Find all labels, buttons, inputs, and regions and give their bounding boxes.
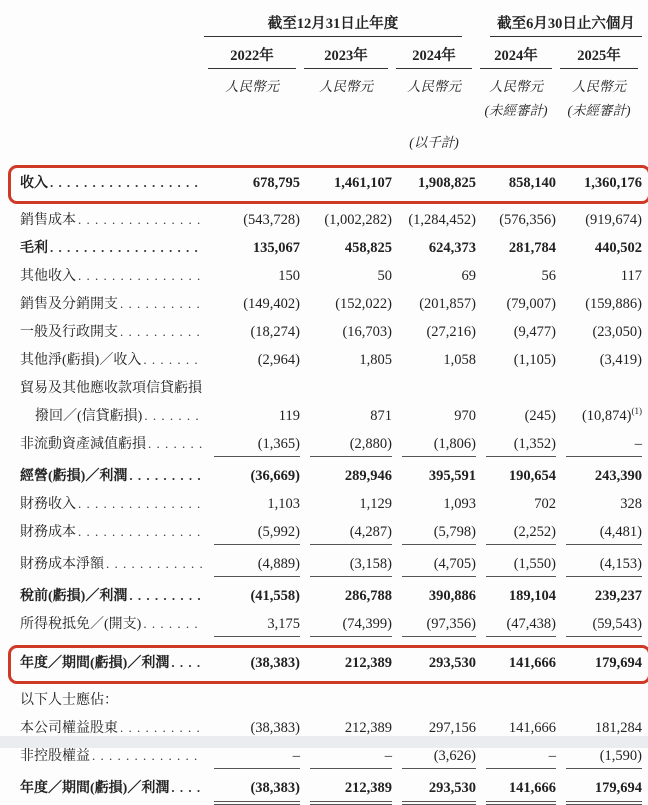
table-row bbox=[20, 433, 642, 461]
cell-value: – bbox=[310, 748, 392, 769]
currency-header-row bbox=[20, 75, 642, 95]
row-label bbox=[20, 405, 204, 425]
cell-value: (16,703) bbox=[342, 324, 392, 340]
row-label-text: 非控股權益 bbox=[20, 749, 90, 764]
row-label-text: 年度／期間(虧損)／利潤 bbox=[20, 781, 170, 796]
dot-leader bbox=[120, 324, 202, 341]
unaudited-note-row bbox=[20, 99, 642, 119]
table-row bbox=[20, 493, 642, 521]
row-label-text: 銷售成本 bbox=[20, 213, 76, 228]
row-label-text: 其他淨(虧損)／收入 bbox=[20, 353, 142, 368]
cell-value: (152,022) bbox=[335, 296, 392, 312]
cell-value: (2,964) bbox=[257, 352, 300, 368]
row-label bbox=[20, 172, 204, 192]
cell-value: 289,946 bbox=[344, 468, 392, 484]
table-row bbox=[20, 777, 642, 805]
cell-value: 458,825 bbox=[344, 240, 392, 256]
cell-value: (245) bbox=[524, 408, 556, 424]
thousands-note: (以千計) bbox=[409, 135, 459, 150]
cell-value: 1,360,176 bbox=[584, 175, 642, 191]
cell-value: 440,502 bbox=[594, 240, 642, 256]
row-label bbox=[20, 349, 204, 369]
row-label-text: 銷售及分銷開支 bbox=[20, 297, 118, 312]
table-row bbox=[20, 553, 642, 581]
cell-value: (38,383) bbox=[250, 720, 300, 736]
table-row bbox=[20, 613, 642, 641]
cell-value: (41,558) bbox=[250, 588, 300, 604]
row-label bbox=[20, 745, 204, 765]
income-statement-table bbox=[20, 12, 642, 805]
table-row bbox=[20, 321, 642, 349]
cell-value: (919,674) bbox=[585, 212, 642, 228]
column-group-interim: 截至6月30日止六個月 bbox=[490, 12, 642, 37]
cell-value: (3,158) bbox=[310, 556, 392, 577]
cell-value: 1,908,825 bbox=[418, 175, 476, 191]
table-body bbox=[20, 165, 642, 805]
cell-value: (9,477) bbox=[513, 324, 556, 340]
dot-leader bbox=[148, 436, 202, 453]
table-row bbox=[20, 689, 642, 717]
dot-leader bbox=[78, 524, 202, 541]
table-row bbox=[20, 405, 642, 433]
cell-value: (23,050) bbox=[592, 324, 642, 340]
currency-label: 人民幣元 bbox=[407, 79, 461, 94]
page-bottom-edge bbox=[0, 736, 648, 748]
dot-leader bbox=[78, 496, 202, 513]
cell-value: (36,669) bbox=[250, 468, 300, 484]
cell-value: (1,284,452) bbox=[408, 212, 476, 228]
row-label bbox=[20, 652, 204, 672]
dot-leader bbox=[120, 720, 202, 737]
row-label bbox=[20, 553, 204, 573]
cell-value: (3,626) bbox=[402, 748, 476, 769]
row-label-text: 撥回／(信貸虧損) bbox=[35, 409, 143, 424]
row-label-text: 其他收入 bbox=[20, 269, 76, 284]
cell-value: 239,237 bbox=[594, 588, 642, 604]
cell-value: (79,007) bbox=[506, 296, 556, 312]
row-label-text: 財務成本淨額 bbox=[20, 557, 104, 572]
cell-value: (38,383) bbox=[214, 780, 300, 805]
cell-value: (1,806) bbox=[402, 436, 476, 457]
cell-value: (576,356) bbox=[499, 212, 556, 228]
row-label bbox=[20, 521, 204, 541]
cell-value: 297,156 bbox=[428, 720, 476, 736]
cell-value: 179,694 bbox=[566, 780, 642, 805]
cell-value: (5,798) bbox=[402, 524, 476, 545]
year-header-2024: 2024年 bbox=[396, 44, 472, 69]
dot-leader bbox=[50, 175, 202, 192]
cell-value: 678,795 bbox=[252, 175, 300, 191]
cell-value: (74,399) bbox=[310, 616, 392, 637]
cell-value: (2,880) bbox=[310, 436, 392, 457]
cell-value: (2,252) bbox=[486, 524, 556, 545]
cell-value: 871 bbox=[370, 408, 392, 424]
unaudited-note: (未經審計) bbox=[484, 103, 548, 118]
column-group-annual: 截至12月31日止年度 bbox=[204, 12, 462, 37]
highlight-box bbox=[8, 645, 648, 684]
row-label-text: 財務成本 bbox=[20, 525, 76, 540]
cell-value: 141,666 bbox=[486, 780, 556, 805]
dot-leader bbox=[106, 556, 202, 573]
dot-leader bbox=[78, 212, 202, 229]
cell-value: 3,175 bbox=[214, 616, 300, 637]
row-label-text: 稅前(虧損)／利潤 bbox=[20, 589, 128, 604]
row-label-text: 年度／期間(虧損)／利潤 bbox=[20, 656, 170, 671]
cell-value: 56 bbox=[541, 268, 556, 284]
cell-value: 50 bbox=[377, 268, 392, 284]
table-row bbox=[20, 172, 642, 196]
cell-value: – bbox=[566, 436, 642, 457]
table-row bbox=[20, 349, 642, 377]
cell-value: 1,805 bbox=[359, 352, 392, 368]
cell-value: (5,992) bbox=[214, 524, 300, 545]
cell-value: 1,129 bbox=[359, 496, 392, 512]
column-group-row bbox=[20, 12, 642, 37]
row-label bbox=[20, 717, 204, 737]
row-label-text: 以下人士應佔： bbox=[20, 693, 118, 708]
cell-value: 702 bbox=[534, 496, 556, 512]
footnote-marker: (1) bbox=[631, 406, 642, 417]
row-label-text: 經營(虧損)／利潤 bbox=[20, 469, 128, 484]
cell-value: (149,402) bbox=[243, 296, 300, 312]
cell-value: (4,287) bbox=[310, 524, 392, 545]
cell-value: (159,886) bbox=[585, 296, 642, 312]
cell-value: 281,784 bbox=[508, 240, 556, 256]
table-row bbox=[20, 209, 642, 237]
cell-value: (1,590) bbox=[566, 748, 642, 769]
table-row bbox=[20, 745, 642, 773]
row-label bbox=[20, 321, 204, 341]
cell-value: 181,284 bbox=[594, 720, 642, 736]
cell-value: 970 bbox=[454, 408, 476, 424]
dot-leader bbox=[171, 655, 202, 672]
cell-value: 243,390 bbox=[594, 468, 642, 484]
cell-value: $(10,874)^{(1)}$ bbox=[581, 406, 642, 424]
cell-value: 328 bbox=[620, 496, 642, 512]
cell-value: (4,705) bbox=[402, 556, 476, 577]
row-label-text: 本公司權益股東 bbox=[20, 721, 118, 736]
dot-leader bbox=[171, 780, 202, 797]
currency-label: 人民幣元 bbox=[572, 79, 626, 94]
dot-leader bbox=[50, 240, 202, 257]
cell-value: (1,550) bbox=[486, 556, 556, 577]
row-label bbox=[20, 209, 204, 229]
cell-value: (27,216) bbox=[426, 324, 476, 340]
row-label-text: 收入 bbox=[20, 176, 48, 191]
cell-value: (59,543) bbox=[566, 616, 642, 637]
cell-value: 858,140 bbox=[508, 175, 556, 191]
year-header-2024-interim: 2024年 bbox=[480, 44, 552, 69]
row-label bbox=[20, 777, 204, 797]
cell-value: (18,274) bbox=[250, 324, 300, 340]
table-row bbox=[20, 293, 642, 321]
year-header-2023: 2023年 bbox=[304, 44, 388, 69]
cell-value: (38,383) bbox=[250, 655, 300, 671]
row-label bbox=[20, 265, 204, 285]
cell-value: 141,666 bbox=[508, 655, 556, 671]
cell-value: 624,373 bbox=[428, 240, 476, 256]
cell-value: (4,481) bbox=[566, 524, 642, 545]
cell-value: 293,530 bbox=[428, 655, 476, 671]
currency-label: 人民幣元 bbox=[489, 79, 543, 94]
cell-value: 212,389 bbox=[344, 720, 392, 736]
currency-label: 人民幣元 bbox=[225, 79, 279, 94]
cell-value: 189,104 bbox=[508, 588, 556, 604]
dot-leader bbox=[143, 352, 202, 369]
table-row bbox=[20, 237, 642, 265]
cell-value: 1,461,107 bbox=[334, 175, 392, 191]
unaudited-note: (未經審計) bbox=[567, 103, 631, 118]
highlight-box bbox=[8, 165, 648, 204]
dot-leader bbox=[143, 616, 202, 633]
row-label bbox=[20, 613, 204, 633]
cell-value: 141,666 bbox=[508, 720, 556, 736]
cell-value: (3,419) bbox=[599, 352, 642, 368]
cell-value: – bbox=[486, 748, 556, 769]
row-label-text: 貿易及其他應收款項信貸虧損 bbox=[20, 381, 202, 396]
row-label-text: 財務收入 bbox=[20, 497, 76, 512]
cell-value: (4,153) bbox=[566, 556, 642, 577]
cell-value: 135,067 bbox=[252, 240, 300, 256]
table-header bbox=[20, 12, 642, 151]
dot-leader bbox=[129, 468, 202, 485]
row-label bbox=[20, 377, 642, 397]
table-row bbox=[20, 265, 642, 293]
row-label-text: 非流動資產減值虧損 bbox=[20, 437, 146, 452]
cell-value: 179,694 bbox=[594, 655, 642, 671]
cell-value: (543,728) bbox=[243, 212, 300, 228]
year-header-2025-interim: 2025年 bbox=[560, 44, 638, 69]
cell-value: – bbox=[214, 748, 300, 769]
dot-leader bbox=[120, 296, 202, 313]
table-row bbox=[20, 585, 642, 613]
cell-value: (4,889) bbox=[214, 556, 300, 577]
row-label-text: 毛利 bbox=[20, 241, 48, 256]
cell-value: 117 bbox=[620, 268, 642, 284]
dot-leader bbox=[129, 588, 202, 605]
cell-value: 293,530 bbox=[402, 780, 476, 805]
cell-value: 119 bbox=[278, 408, 300, 424]
year-header-2022: 2022年 bbox=[208, 44, 296, 69]
table-row bbox=[20, 377, 642, 405]
cell-value: 150 bbox=[278, 268, 300, 284]
cell-value: 286,788 bbox=[344, 588, 392, 604]
year-header-row bbox=[20, 44, 642, 69]
cell-value: 1,093 bbox=[443, 496, 476, 512]
row-label bbox=[20, 433, 204, 453]
cell-value: (201,857) bbox=[419, 296, 476, 312]
row-label bbox=[20, 293, 204, 313]
cell-value: (97,356) bbox=[402, 616, 476, 637]
cell-value: (1,002,282) bbox=[324, 212, 392, 228]
cell-value: 1,058 bbox=[443, 352, 476, 368]
table-row bbox=[20, 652, 642, 676]
cell-value: 212,389 bbox=[344, 655, 392, 671]
cell-value: (1,365) bbox=[214, 436, 300, 457]
cell-value: (1,105) bbox=[513, 352, 556, 368]
cell-value: 190,654 bbox=[508, 468, 556, 484]
row-label-text: 一般及行政開支 bbox=[20, 325, 118, 340]
table-row bbox=[20, 521, 642, 549]
cell-value: 395,591 bbox=[428, 468, 476, 484]
cell-value: 69 bbox=[461, 268, 476, 284]
currency-label: 人民幣元 bbox=[319, 79, 373, 94]
table-row bbox=[20, 465, 642, 493]
row-label bbox=[20, 465, 204, 485]
cell-value: (47,438) bbox=[486, 616, 556, 637]
cell-value: (1,352) bbox=[486, 436, 556, 457]
thousands-note-row bbox=[20, 131, 642, 151]
cell-value: 212,389 bbox=[310, 780, 392, 805]
dot-leader bbox=[78, 268, 202, 285]
row-label bbox=[20, 493, 204, 513]
row-label-text: 所得稅抵免／(開支) bbox=[20, 617, 142, 632]
row-label bbox=[20, 689, 642, 709]
dot-leader bbox=[144, 408, 202, 425]
dot-leader bbox=[92, 748, 202, 765]
cell-value: 390,886 bbox=[428, 588, 476, 604]
row-label bbox=[20, 585, 204, 605]
row-label bbox=[20, 237, 204, 257]
cell-value: 1,103 bbox=[267, 496, 300, 512]
